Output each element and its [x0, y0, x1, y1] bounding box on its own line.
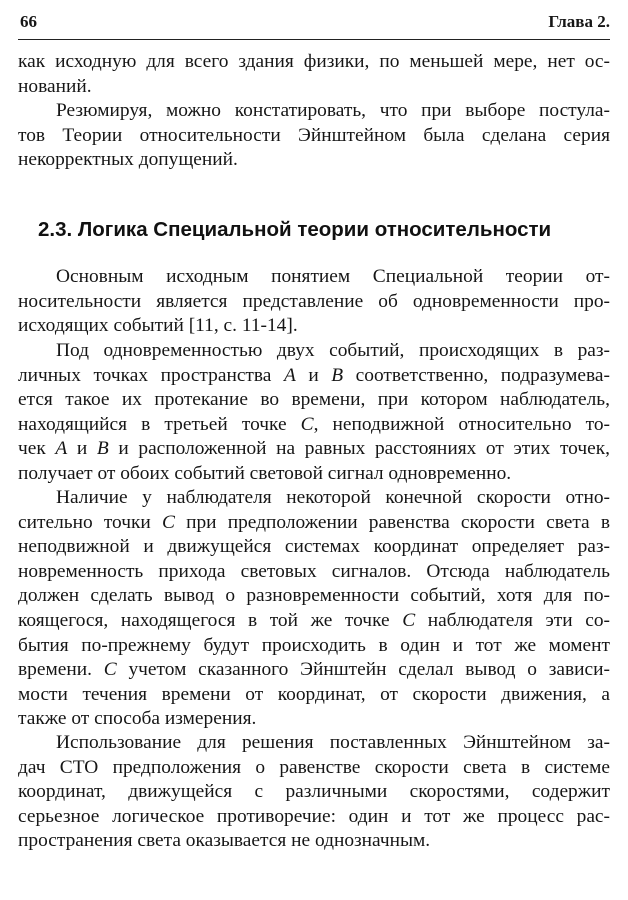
- text-line: Резюмируя, можно констатировать, что при выборе постула-: [56, 100, 610, 121]
- text-line: Под одновременностью двух событий, происходящих в раз-: [56, 340, 610, 361]
- text-line: бытия по-прежнему будут происходить в один и тот же момент: [18, 634, 610, 656]
- chapter-label: Глава 2.: [548, 12, 610, 31]
- section-heading: 2.3. Логика Специальной теории относительности: [38, 218, 552, 241]
- text-line: пространения света оказывается не однозначным.: [18, 830, 431, 852]
- text-line: тов Теории относительности Эйнштейном была сделана серия: [18, 124, 610, 146]
- text-line: Наличие у наблюдателя некоторой конечной скорости отно-: [56, 487, 610, 508]
- intro-paragraph: [18, 50, 610, 99]
- text-line: находящийся в третьей точке С, неподвижной относительно то-: [18, 413, 610, 435]
- text-line: серьезное логическое противоречие: один и тот же процесс рас-: [18, 805, 610, 827]
- text-line: мости течения времени от координат, от скорости движения, а: [18, 683, 610, 705]
- text-line: сительно точки С при предположении равенства скорости света в: [18, 511, 610, 533]
- text-line: координат, движущейся с различными скоростями, содержит: [18, 781, 610, 803]
- text-line: времени. С учетом сказанного Эйнштейн сделал вывод о зависи-: [18, 659, 610, 681]
- header-rule: [18, 39, 610, 40]
- summary-paragraph: [18, 99, 610, 173]
- text-line: коящегося, находящегося в той же точке С наблюдателя эти со-: [18, 609, 610, 631]
- text-line: новременность прихода световых сигналов. Отсюда наблюдатель: [18, 560, 610, 582]
- text-line: личных точках пространства А и В соответственно, подразумева-: [18, 364, 610, 386]
- text-line: некорректных допущений.: [18, 149, 238, 171]
- paragraph-2: [18, 339, 610, 487]
- text-line: также от способа измерения.: [18, 708, 257, 730]
- running-header: [18, 11, 610, 33]
- text-line: Использование для решения поставленных Эйнштейном за-: [56, 732, 610, 753]
- text-line: получает от обоих событий световой сигнал одновременно.: [18, 462, 512, 484]
- text-line: ется такое их протекание во времени, при котором наблюдатель,: [18, 389, 610, 411]
- text-line: как исходную для всего здания физики, по меньшей мере, нет ос-: [18, 51, 610, 72]
- text-line: исходящих событий [11, с. 11-14].: [18, 315, 298, 337]
- text-line: должен сделать вывод о разновременности событий, хотя для по-: [18, 585, 610, 607]
- paragraph-1: [18, 265, 610, 339]
- text-line: неподвижной и движущейся системах координат определяет раз-: [18, 536, 610, 558]
- text-line: нований.: [18, 75, 92, 97]
- text-line: дач СТО предположения о равенстве скорости света в системе: [18, 756, 610, 778]
- text-line: чек А и В и расположенной на равных расстояниях от этих точек,: [18, 438, 610, 460]
- page-number: 66: [20, 12, 37, 31]
- paragraph-3: [18, 486, 610, 732]
- text-line: Основным исходным понятием Специальной теории от-: [56, 266, 610, 287]
- text-line: носительности является представление об одновременности про-: [18, 290, 610, 312]
- paragraph-4: [18, 731, 610, 854]
